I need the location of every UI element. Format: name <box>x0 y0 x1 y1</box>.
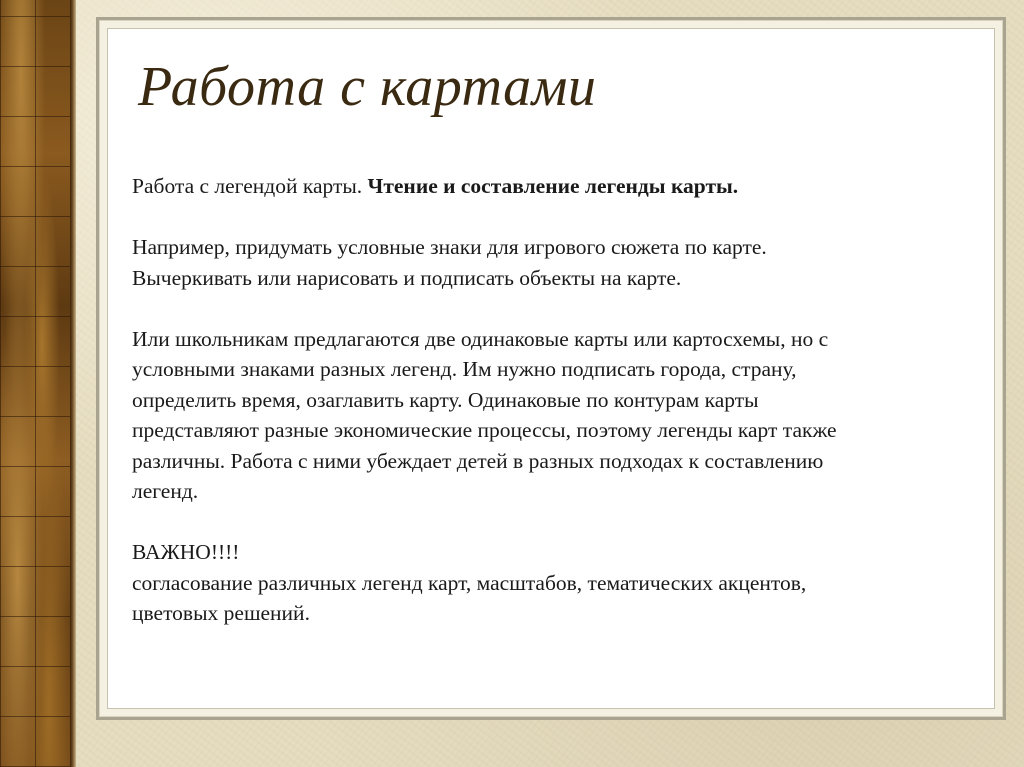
text-line: Вычеркивать или нарисовать и подписать объекты на карте. <box>132 265 682 290</box>
slide-title: Работа с картами <box>138 56 597 118</box>
text-line: легенд. <box>132 479 199 503</box>
text-line: Например, придумать условные знаки для игрового сюжета по карте. <box>132 235 767 259</box>
paragraph-legend-work-normal: Работа с легендой карты. <box>132 174 368 198</box>
text-line: цветовых решений. <box>132 601 310 625</box>
paragraph-two-maps <box>132 324 992 507</box>
slide-frame <box>96 17 1006 720</box>
text-line: согласование различных легенд карт, масштабов, тематических акцентов, <box>132 570 807 595</box>
paragraph-example <box>132 232 992 293</box>
text-line: определить время, озаглавить карту. Одинаковые по контурам карты <box>132 387 759 412</box>
slide-body <box>132 171 992 629</box>
text-line: условными знаками разных легенд. Им нужно подписать города, страну, <box>132 357 797 381</box>
important-heading: ВАЖНО!!!! <box>132 540 240 564</box>
left-strip-border <box>70 0 76 767</box>
paragraph-important <box>132 537 992 629</box>
text-line: Или школьникам предлагаются две одинаковые карты или картосхемы, но с <box>132 326 829 351</box>
text-line: различны. Работа с ними убеждает детей в разных подходах к составлению <box>132 448 824 473</box>
paragraph-legend-work <box>132 171 992 202</box>
slide-content <box>107 28 995 709</box>
decorative-left-strip <box>0 0 70 767</box>
paragraph-legend-work-bold: Чтение и составление легенды карты. <box>367 174 739 198</box>
text-line: представляют разные экономические процессы, поэтому легенды карт также <box>132 418 837 442</box>
